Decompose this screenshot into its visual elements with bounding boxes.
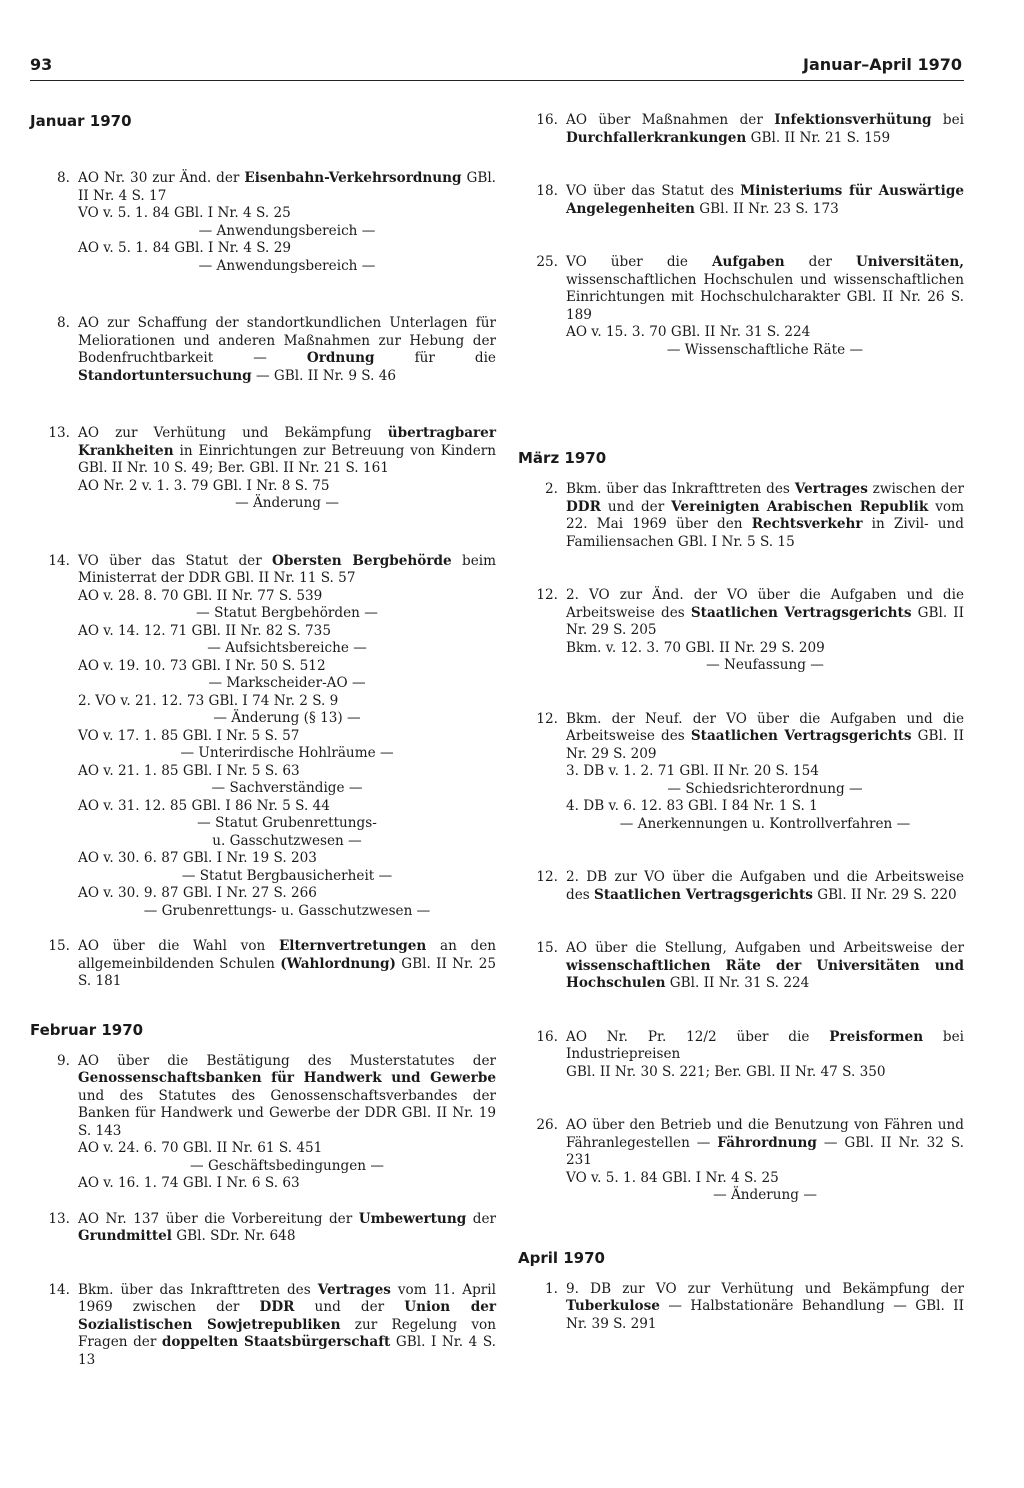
entry-body: [566, 254, 964, 359]
entry-text: [78, 553, 496, 588]
text-run: GBl. II Nr. 25 S. 181: [78, 955, 496, 989]
entry-text: [566, 869, 964, 904]
month-heading: Februar 1970: [30, 1020, 144, 1039]
text-run: AO v. 5. 1. 84 GBl. I Nr. 4 S. 29: [78, 240, 291, 256]
bold-term: Universitäten,: [855, 254, 965, 270]
entry-subtitle: [566, 816, 964, 834]
bold-term: wissenschaftlichen Räte der Universitäten und Hochschulen: [566, 957, 964, 991]
text-run: AO Nr. 30 zur Änd. der: [78, 170, 245, 186]
entry-subtitle: [78, 495, 496, 513]
entry-day: 15.: [536, 940, 558, 956]
text-run: — Statut Grubenrettungs-: [197, 815, 377, 831]
entry-day: 2.: [545, 481, 558, 497]
bold-term: Vereinigten Arabischen Republik: [671, 498, 929, 515]
entry-day: 14.: [48, 552, 70, 569]
entry-text: [78, 1282, 496, 1370]
month-section: [518, 112, 964, 359]
text-run: bei Industriepreisen: [566, 1028, 964, 1062]
text-run: AO v. 16. 1. 74 GBl. I Nr. 6 S. 63: [78, 1175, 300, 1191]
text-run: — Änderung (§ 13) —: [213, 710, 361, 726]
bold-term: DDR: [566, 498, 601, 515]
text-run: — Grubenrettungs- u. Gasschutzwesen —: [143, 902, 431, 919]
entry-reference: [566, 324, 964, 342]
entry-text: [566, 1281, 964, 1334]
text-run: — Geschäftsbedingungen —: [190, 1157, 384, 1174]
text-run: der: [784, 254, 856, 270]
entry: [518, 940, 964, 993]
text-run: AO über die Bestätigung des Musterstatutes der: [78, 1052, 496, 1069]
text-run: für die: [374, 350, 496, 366]
text-run: Bkm. der Neuf. der VO über die Aufgaben und die Arbeitsweise des: [566, 710, 964, 744]
text-run: und des Statutes des Genossenschaftsverbandes der Banken für Handwerk und Gewerbe der DDR GBl. II Nr. 19 S. 143: [78, 1087, 496, 1139]
bold-term: Rechtsverkehr: [751, 516, 863, 532]
entry-reference: [566, 798, 964, 816]
entry-day: 16.: [536, 1028, 558, 1045]
entry-body: [78, 938, 496, 991]
bold-term: übertragbarer Krankheiten: [78, 425, 496, 459]
entry-text: [78, 425, 496, 478]
text-run: 3. DB v. 1. 2. 71 GBl. II Nr. 20 S. 154: [566, 763, 819, 779]
text-run: GBl. I Nr. 4 S. 13: [78, 1334, 496, 1368]
text-run: VO über das Statut des: [566, 183, 741, 199]
text-run: in Zivil- und Familiensachen GBl. I Nr. 5 S. 15: [566, 516, 964, 550]
text-run: VO über die: [566, 254, 712, 270]
text-run: AO v. 21. 1. 85 GBl. I Nr. 5 S. 63: [78, 762, 300, 779]
entry: [30, 1053, 496, 1193]
entry-body: [566, 869, 964, 904]
text-run: und der: [600, 498, 672, 515]
text-run: — Anwendungsbereich —: [198, 257, 376, 274]
bold-term: Elternvertretungen: [278, 938, 427, 954]
entry-day: 8.: [57, 170, 70, 186]
text-run: — Statut Bergbausicherheit —: [181, 867, 393, 884]
entry-subtitle: [78, 903, 496, 921]
entry: [518, 1281, 964, 1334]
bold-term: Tuberkulose: [566, 1298, 660, 1314]
bold-term: Staatlichen Vertragsgerichts: [690, 604, 912, 621]
text-run: AO Nr. Pr. 12/2 über die: [566, 1028, 830, 1045]
text-run: — Aufsichtsbereiche —: [207, 640, 367, 656]
text-run: AO v. 28. 8. 70 GBl. II Nr. 77 S. 539: [78, 587, 323, 604]
entry: [518, 1029, 964, 1082]
text-run: AO v. 15. 3. 70 GBl. II Nr. 31 S. 224: [566, 324, 811, 340]
text-run: Bkm. über das Inkrafttreten des: [78, 1281, 318, 1298]
text-run: in Einrichtungen zur Betreuung von Kindern GBl. II Nr. 10 S. 49; Ber. GBl. II Nr. 21 S. 161: [78, 442, 496, 476]
entry-subtitle: [78, 1158, 496, 1176]
entry-text: [566, 711, 964, 764]
entry-text: [566, 940, 964, 993]
text-run: AO v. 19. 10. 73 GBl. I Nr. 50 S. 512: [78, 657, 326, 674]
entry: [518, 481, 964, 551]
text-run: AO zur Verhütung und Bekämpfung: [78, 425, 388, 441]
entry: [30, 938, 496, 991]
entry-subtitle: [566, 342, 964, 360]
month-section: [518, 449, 964, 1205]
bold-term: Durchfallerkrankungen: [566, 129, 747, 146]
entry: [518, 112, 964, 147]
entry: [30, 315, 496, 385]
text-run: 2. VO zur Änd. der VO über die Aufgaben und die Arbeitsweise des: [566, 587, 964, 621]
bold-term: Staatlichen Vertragsgerichts: [594, 886, 813, 903]
entry-body: [78, 553, 496, 921]
text-run: AO über Maßnahmen der: [566, 112, 775, 128]
entry-day: 13.: [48, 1210, 70, 1227]
text-run: AO v. 24. 6. 70 GBl. II Nr. 61 S. 451: [78, 1140, 323, 1156]
month-section: [518, 1249, 964, 1334]
month-heading: März 1970: [518, 449, 607, 467]
entry-subtitle: [78, 605, 496, 623]
entry-text: [566, 112, 964, 147]
text-run: AO über die Wahl von: [78, 938, 279, 954]
text-run: GBl. II Nr. 29 S. 209: [566, 728, 964, 762]
entry-day: 15.: [48, 938, 70, 954]
bold-term: Vertrages: [794, 481, 868, 497]
entry-reference: [78, 658, 496, 676]
entry-body: [566, 183, 964, 218]
text-run: AO v. 14. 12. 71 GBl. II Nr. 82 S. 735: [78, 622, 331, 639]
entry-subtitle: [78, 868, 496, 886]
bold-term: Infektionsverhütung: [774, 112, 932, 128]
entry: [518, 183, 964, 218]
text-run: AO über den Betrieb und die Benutzung von Fähren und Fähranlegestellen —: [566, 1117, 964, 1151]
entry-subtitle: [78, 223, 496, 241]
bold-term: Standortuntersuchung: [78, 367, 252, 384]
entry-subtitle: [78, 833, 496, 851]
text-run: 4. DB v. 6. 12. 83 GBl. I 84 Nr. 1 S. 1: [566, 798, 818, 814]
text-run: AO über die Stellung, Aufgaben und Arbeitsweise der: [566, 940, 964, 956]
entry-subtitle: [566, 781, 964, 799]
right-column: [518, 112, 964, 1333]
text-run: GBl. II Nr. 31 S. 224: [665, 975, 810, 991]
bold-term: doppelten Staatsbürgerschaft: [161, 1334, 391, 1350]
page-period: Januar–April 1970: [802, 55, 962, 74]
text-run: AO v. 30. 6. 87 GBl. I Nr. 19 S. 203: [78, 850, 317, 866]
entry-day: 16.: [536, 112, 558, 128]
header-rule: [30, 80, 964, 81]
text-run: — Statut Bergbehörden —: [196, 605, 378, 621]
text-run: VO über das Statut der: [78, 552, 273, 569]
entry: [518, 711, 964, 834]
text-run: u. Gasschutzwesen —: [212, 832, 362, 849]
entry-text: [566, 183, 964, 218]
entry-body: [566, 711, 964, 834]
entry-subtitle: [78, 815, 496, 833]
month-section: [30, 1021, 496, 1370]
bold-term: Ordnung: [306, 350, 375, 366]
text-run: AO v. 30. 9. 87 GBl. I Nr. 27 S. 266: [78, 885, 317, 901]
entry: [30, 425, 496, 513]
entry-reference: [78, 1175, 496, 1193]
bold-term: Preisformen: [829, 1028, 924, 1045]
text-run: — Neufassung —: [706, 657, 824, 673]
text-run: bei: [931, 112, 964, 128]
entry-body: [78, 170, 496, 275]
text-run: — GBl. II Nr. 32 S. 231: [566, 1134, 964, 1168]
month-section: [30, 112, 496, 991]
entry-body: [566, 940, 964, 993]
text-run: wissenschaftlichen Hochschulen und wissenschaftlichen Einrichtungen mit Hochschulcharakter GBl. II Nr. 26 S. 189: [566, 271, 964, 323]
bold-term: DDR: [259, 1299, 295, 1315]
entry-subtitle: [78, 640, 496, 658]
bold-term: Vertrages: [317, 1281, 391, 1298]
entry-subtitle: [78, 710, 496, 728]
left-column: [30, 112, 496, 1369]
entry-text: [78, 938, 496, 991]
entry-day: 12.: [536, 710, 558, 727]
entry-day: 25.: [536, 254, 558, 270]
entry-day: 1.: [545, 1280, 558, 1297]
entry-text: [566, 587, 964, 640]
text-run: — Markscheider-AO —: [208, 675, 366, 691]
entry-day: 14.: [48, 1281, 70, 1298]
text-run: zur Regelung von Fragen der: [78, 1316, 496, 1350]
entry-reference: [78, 850, 496, 868]
entry: [30, 553, 496, 921]
entry-reference: [78, 240, 496, 258]
text-run: Bkm. v. 12. 3. 70 GBl. II Nr. 29 S. 209: [566, 639, 825, 656]
text-run: AO zur Schaffung der standortkundlichen Unterlagen für Meliorationen und anderen Maßnahmen zur Hebung der Bodenfruchtbarkeit —: [78, 315, 496, 366]
bold-term: Union der Sozialistischen Sowjetrepubliken: [78, 1299, 497, 1333]
entry: [30, 1282, 496, 1370]
text-run: 2. VO v. 21. 12. 73 GBl. I 74 Nr. 2 S. 9: [78, 692, 339, 709]
entry-reference: [78, 693, 496, 711]
text-run: — Sachverständige —: [211, 780, 363, 796]
month-heading: April 1970: [518, 1248, 605, 1267]
entry-day: 26.: [536, 1117, 558, 1133]
text-run: GBl. II Nr. 23 S. 173: [694, 200, 839, 217]
entry-text: [78, 315, 496, 385]
entry: [518, 1117, 964, 1205]
text-run: VO v. 5. 1. 84 GBl. I Nr. 4 S. 25: [566, 1169, 779, 1186]
entry-body: [566, 1029, 964, 1082]
text-run: GBl. II Nr. 29 S. 220: [812, 886, 957, 903]
entry-text: [78, 1053, 496, 1141]
entry: [30, 1211, 496, 1246]
bold-term: Fährordnung: [717, 1134, 817, 1151]
bold-term: Aufgaben: [711, 254, 785, 270]
bold-term: Staatlichen Vertragsgerichts: [690, 728, 912, 744]
entry-reference: [566, 1064, 964, 1082]
entry-subtitle: [566, 657, 964, 675]
text-run: beim Ministerrat der DDR GBl. II Nr. 11 S. 57: [78, 552, 496, 586]
page-number: 93: [30, 55, 53, 74]
entry: [518, 869, 964, 904]
month-heading: Januar 1970: [30, 112, 132, 130]
bold-term: Grundmittel: [78, 1228, 172, 1244]
entry-text: [566, 1029, 964, 1064]
text-run: GBl. II Nr. 29 S. 205: [566, 604, 964, 638]
entry-body: [78, 1053, 496, 1193]
text-run: — Anerkennungen u. Kontrollverfahren —: [619, 815, 911, 832]
entry-day: 12.: [536, 869, 558, 885]
entry-day: 12.: [536, 587, 558, 603]
text-run: GBl. II Nr. 21 S. 159: [746, 129, 891, 146]
text-run: vom 11. April 1969 zwischen der: [78, 1281, 496, 1315]
entry-reference: [78, 478, 496, 496]
entry-reference: [78, 205, 496, 223]
entry: [518, 254, 964, 359]
entry-reference: [78, 623, 496, 641]
entry-body: [566, 481, 964, 551]
entry-day: 18.: [536, 183, 558, 199]
text-run: — GBl. II Nr. 9 S. 46: [251, 367, 397, 384]
text-run: — Schiedsrichterordnung —: [667, 780, 863, 797]
entry-reference: [78, 588, 496, 606]
entry: [30, 170, 496, 275]
bold-term: (Wahlordnung): [280, 955, 396, 972]
text-run: an den allgemeinbildenden Schulen: [78, 938, 496, 972]
entry-text: [78, 170, 496, 205]
entry-reference: [566, 763, 964, 781]
text-run: VO v. 5. 1. 84 GBl. I Nr. 4 S. 25: [78, 205, 291, 221]
text-run: zwischen der: [867, 481, 964, 497]
entry: [518, 587, 964, 675]
entry-reference: [78, 798, 496, 816]
entry-subtitle: [78, 258, 496, 276]
text-run: GBl. SDr. Nr. 648: [171, 1228, 296, 1244]
entry-reference: [78, 728, 496, 746]
text-run: GBl. II Nr. 4 S. 17: [78, 170, 496, 204]
text-run: AO Nr. 137 über die Vorbereitung der: [78, 1210, 359, 1227]
entry-body: [78, 425, 496, 513]
entry-reference: [566, 640, 964, 658]
text-run: VO v. 17. 1. 85 GBl. I Nr. 5 S. 57: [78, 727, 300, 744]
entry-text: [566, 254, 964, 324]
entry-subtitle: [78, 675, 496, 693]
text-run: AO Nr. 2 v. 1. 3. 79 GBl. I Nr. 8 S. 75: [78, 477, 330, 494]
entry-day: 9.: [57, 1052, 70, 1069]
text-run: vom 22. Mai 1969 über den: [566, 498, 964, 532]
entry-reference: [78, 885, 496, 903]
entry-text: [566, 481, 964, 551]
text-run: Bkm. über das Inkrafttreten des: [566, 481, 795, 497]
entry-body: [566, 1117, 964, 1205]
bold-term: Ministeriums für Auswärtige Angelegenheiten: [566, 183, 964, 217]
entry-subtitle: [78, 780, 496, 798]
entry-subtitle: [78, 745, 496, 763]
text-run: 9. DB zur VO zur Verhütung und Bekämpfung der: [566, 1280, 964, 1297]
text-run: 2. DB zur VO über die Aufgaben und die Arbeitsweise des: [566, 869, 964, 903]
entry-body: [566, 1281, 964, 1334]
entry-body: [78, 315, 496, 385]
bold-term: Genossenschaftsbanken für Handwerk und Gewerbe: [78, 1070, 496, 1086]
entry-body: [566, 112, 964, 147]
entry-body: [78, 1282, 496, 1370]
bold-term: Obersten Bergbehörde: [272, 552, 452, 569]
text-run: — Halbstationäre Behandlung — GBl. II Nr. 39 S. 291: [566, 1298, 964, 1332]
text-run: — Änderung —: [235, 495, 339, 511]
text-run: GBl. II Nr. 30 S. 221; Ber. GBl. II Nr. 47 S. 350: [566, 1063, 886, 1080]
entry-subtitle: [566, 1187, 964, 1205]
entry-text: [78, 1211, 496, 1246]
entry-body: [78, 1211, 496, 1246]
entry-reference: [78, 763, 496, 781]
text-run: AO v. 31. 12. 85 GBl. I 86 Nr. 5 S. 44: [78, 797, 330, 814]
text-run: und der: [294, 1299, 405, 1315]
entry-day: 13.: [48, 425, 70, 441]
text-run: — Wissenschaftliche Räte —: [666, 341, 864, 358]
entry-reference: [566, 1170, 964, 1188]
entry-body: [566, 587, 964, 675]
text-run: — Anwendungsbereich —: [198, 222, 376, 239]
entry-text: [566, 1117, 964, 1170]
bold-term: Umbewertung: [358, 1210, 467, 1227]
entry-reference: [78, 1140, 496, 1158]
text-run: der: [466, 1210, 496, 1227]
text-run: — Unterirdische Hohlräume —: [180, 745, 394, 761]
entry-day: 8.: [57, 315, 70, 331]
text-run: — Änderung —: [713, 1187, 817, 1203]
bold-term: Eisenbahn-Verkehrsordnung: [244, 170, 462, 186]
